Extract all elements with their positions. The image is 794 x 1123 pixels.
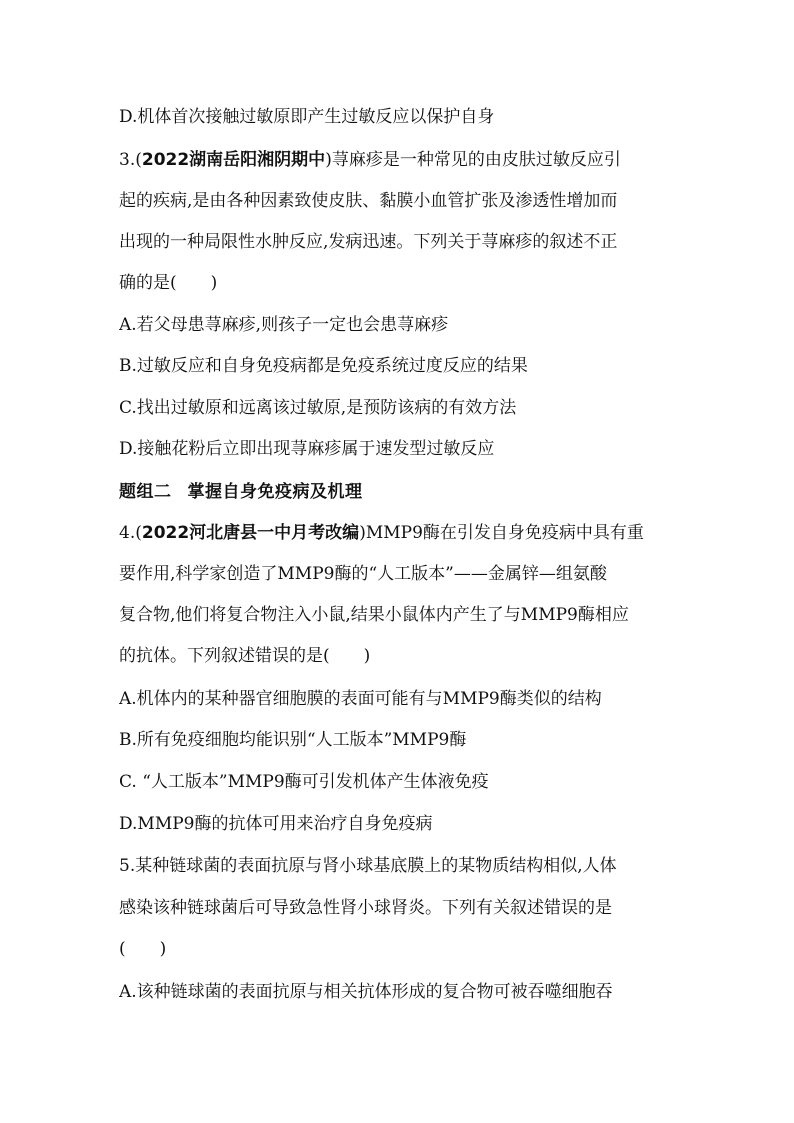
q4-option-a: A.机体内的某种器官细胞膜的表面可能有与MMP9酶类似的结构 (119, 689, 602, 709)
q4-line-4: 的抗体。下列叙述错误的是( ) (119, 646, 371, 666)
q3-line-2: 起的疾病,是由各种因素致使皮肤、黏膜小血管扩张及渗透性增加而 (119, 191, 618, 211)
q3-option-c: C.找出过敏原和远离该过敏原,是预防该病的有效方法 (119, 398, 517, 418)
q4-option-d: D.MMP9酶的抗体可用来治疗自身免疫病 (119, 814, 433, 834)
q4-number: 4.( (119, 523, 142, 543)
group-label: 题组二 (119, 482, 172, 502)
q5-line-1: 5.某种链球菌的表面抗原与肾小球基底膜上的某物质结构相似,人体 (119, 856, 617, 876)
q5-line-2: 感染该种链球菌后可导致急性肾小球肾炎。下列有关叙述错误的是 (119, 898, 612, 918)
q3-option-d: D.接触花粉后立即出现荨麻疹属于速发型过敏反应 (119, 439, 495, 459)
q3-stem-start: 荨麻疹是一种常见的由皮肤过敏反应引 (331, 150, 621, 170)
q3-line-1 (119, 149, 679, 171)
q4-line-2: 要作用,科学家创造了MMP9酶的“人工版本”——金属锌—组氨酸 (119, 564, 607, 584)
q3-source: 2022湖南岳阳湘阴期中 (141, 150, 326, 170)
q5-option-a: A.该种链球菌的表面抗原与相关抗体形成的复合物可被吞噬细胞吞 (119, 982, 613, 1002)
q3-option-a: A.若父母患荨麻疹,则孩子一定也会患荨麻疹 (119, 315, 449, 335)
q3-source-close: ) (325, 150, 332, 170)
q3-number: 3.( (119, 150, 142, 170)
q4-option-b: B.所有免疫细胞均能识别“人工版本”MMP9酶 (119, 730, 467, 750)
q3-line-4: 确的是( ) (119, 273, 218, 293)
q3-option-b: B.过敏反应和自身免疫病都是免疫系统过度反应的结果 (119, 356, 528, 376)
q5-line-3: ( ) (119, 939, 167, 959)
group-heading (119, 481, 679, 503)
q4-source-close: ) (359, 523, 366, 543)
q4-option-c: C. “人工版本”MMP9酶可引发机体产生体液免疫 (119, 772, 489, 792)
q4-stem-start: MMP9酶在引发自身免疫病中具有重 (365, 523, 644, 543)
q2-option-d: D.机体首次接触过敏原即产生过敏反应以保护自身 (119, 107, 495, 127)
q4-line-1 (119, 522, 679, 544)
q4-source: 2022河北唐县一中月考改编 (141, 523, 360, 543)
q4-line-3: 复合物,他们将复合物注入小鼠,结果小鼠体内产生了与MMP9酶相应 (119, 605, 629, 625)
q3-line-3: 出现的一种局限性水肿反应,发病迅速。下列关于荨麻疹的叙述不正 (119, 232, 618, 252)
group-title: 掌握自身免疫病及机理 (187, 482, 363, 502)
